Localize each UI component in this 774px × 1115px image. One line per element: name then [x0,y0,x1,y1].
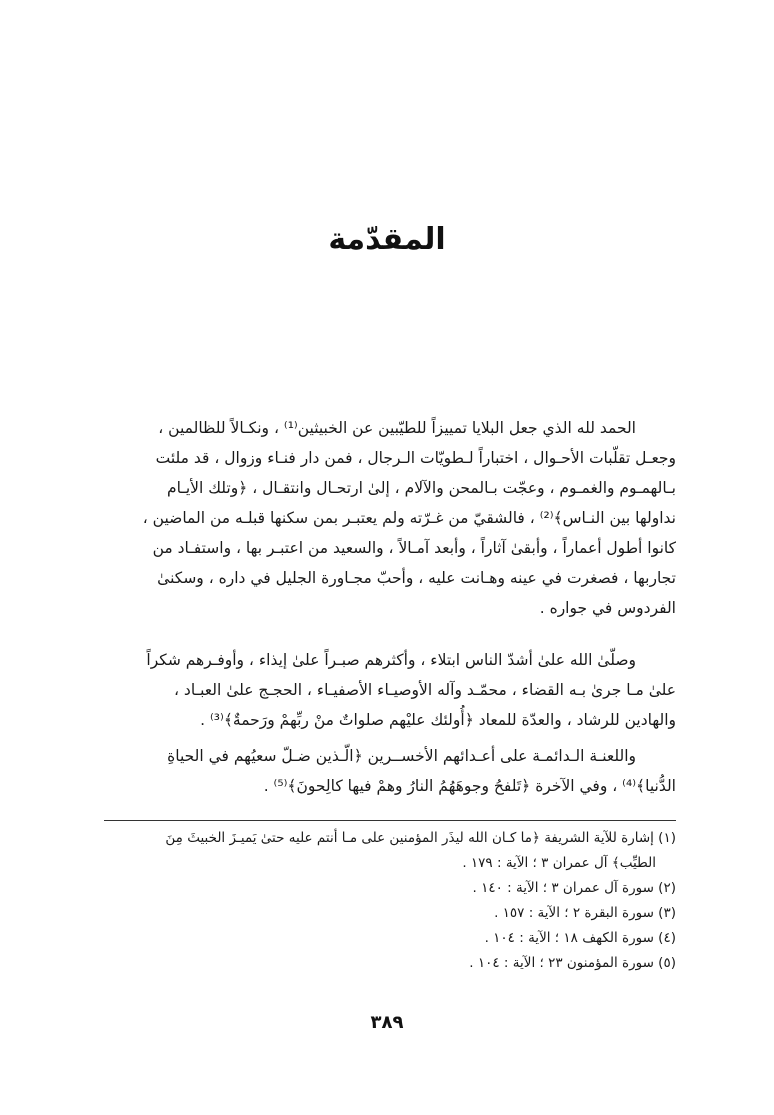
text-line: نداولها بين النـاس﴾⁽²⁾ ، فالشقيّ من غـرّته ولم يعتبـر بمن سكنها قبلـه من الماضين ، [142,509,676,527]
text-line: واللعنـة الـدائمـة على أعـدائهم الأخســرين ﴿الّـذين ضـلّ سعيُهم في الحياةِ [167,747,636,765]
footnote-separator [104,820,676,821]
footnote-item: (٢) سورة آل عمران ٣ ؛ الآية : ١٤٠ . [472,880,676,896]
page-title: المقدّمة [328,222,446,257]
paragraph-salutation [104,645,676,735]
text-line: علىٰ مـا جرىٰ بـه القضاء ، محمّـد وآله الأوصيـاء الأصفيـاء ، الحجـج علىٰ العبـاد ، [173,681,676,699]
text-line: تجاربها ، فصغرت في عينه وهـانت عليه ، وأحبّ مجـاورة الجليل في داره ، وسكنىٰ [157,569,676,587]
footnote-item: (١) إشارة للآية الشريفة ﴿ما كـان الله ليذَر المؤمنين على مـا أنتم عليه حتىٰ يَميـزَ الخبيثَ مِنَ [165,830,676,846]
text-line: بـالهمـوم والغمـوم ، وعجّت بـالمحن والآلام ، إلىٰ ارتحـال وانتقـال ، ﴿وتلك الأيـام [166,479,676,497]
text-line: الدُّنيا﴾⁽⁴⁾ ، وفي الآخرة ﴿تَلفحُ وجوهَهُمُ النارُ وهمْ فيها كالِحونَ﴾⁽⁵⁾ . [263,777,676,795]
footnote-item: (٣) سورة البقرة ٢ ؛ الآية : ١٥٧ . [494,905,676,921]
text-line: الفردوس في جواره . [539,599,676,617]
footnote-item: (٤) سورة الكهف ١٨ ؛ الآية : ١٠٤ . [484,930,676,946]
paragraph-curse [104,741,676,801]
text-line: وجعـل تقلّبات الأحـوال ، اختباراً لـطويّات الـرجال ، فمن دار فنـاء وزوال ، قد ملئت [155,449,676,467]
footnotes [104,826,676,976]
page-number: ٣٨٩ [370,1012,404,1033]
footnote-item: الطيِّب﴾ آل عمران ٣ ؛ الآية : ١٧٩ . [462,855,656,871]
text-line: والهادين للرشاد ، والعدّة للمعاد ﴿أُولئك عليْهم صلواتٌ منْ ربِّهمْ ورَحمةٌ﴾⁽³⁾ . [200,711,676,729]
paragraph-opening [104,413,676,623]
text-line: وصلّىٰ الله علىٰ أشدّ الناس ابتلاء ، وأكثرهم صبـراً علىٰ إيذاء ، وأوفـرهم شكراً [146,651,636,669]
text-line: الحمد لله الذي جعل البلايا تمييزاً للطيّبين عن الخبيثين⁽¹⁾ ، ونكـالاً للظالمين ، [158,419,636,437]
footnote-item: (٥) سورة المؤمنون ٢٣ ؛ الآية : ١٠٤ . [469,955,676,971]
text-line: كانوا أطول أعماراً ، وأبقىٰ آثاراً ، وأبعد آمـالاً ، والسعيد من اعتبـر بها ، واستفـاد من [152,539,676,557]
